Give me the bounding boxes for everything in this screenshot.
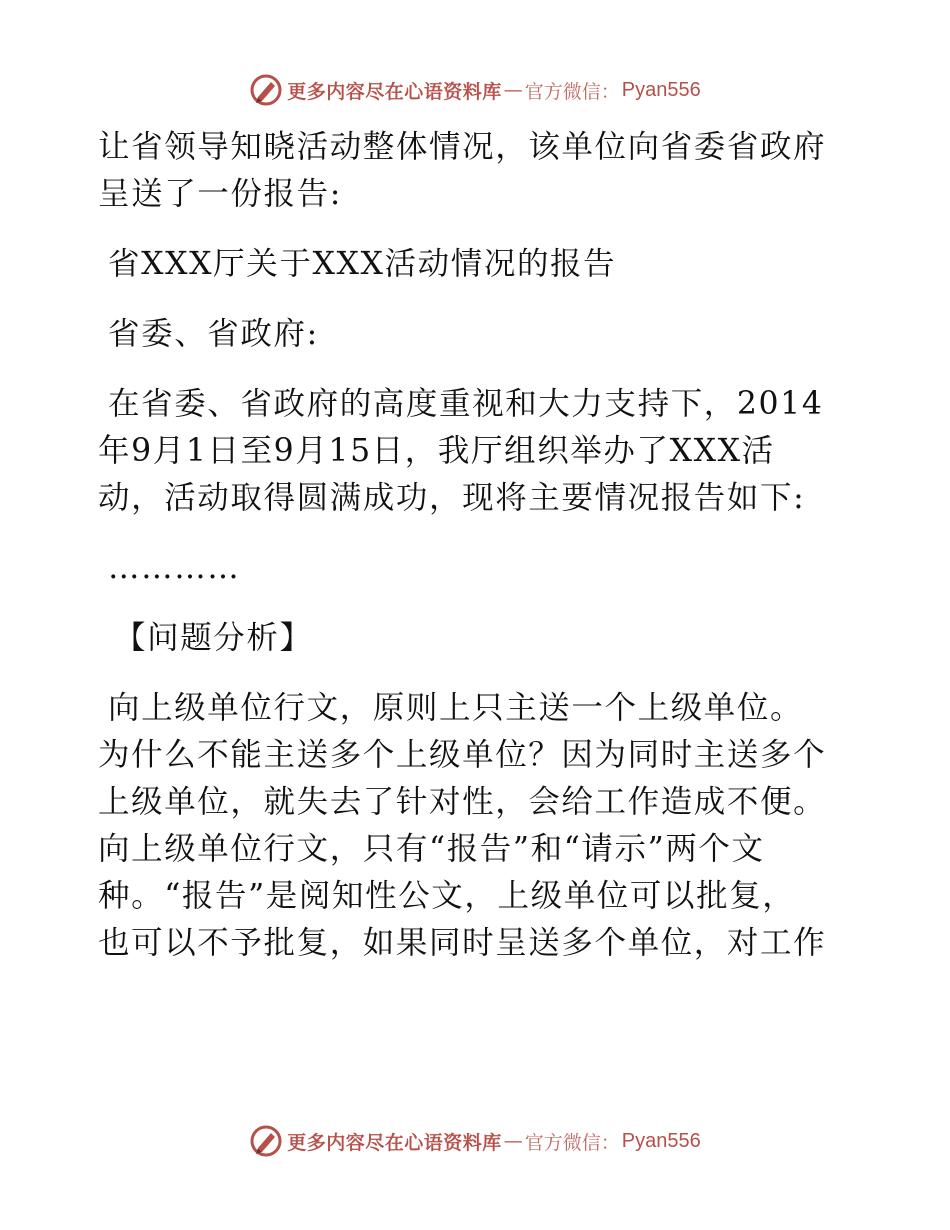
- report-title-block: [98, 241, 858, 288]
- ellipsis-block: [98, 545, 858, 592]
- intro-line: 让省领导知晓活动整体情况，该单位向省委省政府: [98, 129, 827, 165]
- watermark-wechat-id: Pyan556: [621, 1129, 701, 1152]
- analysis-paragraph: [98, 685, 858, 967]
- pen-logo-icon: [249, 73, 283, 107]
- report-line: 动，活动取得圆满成功，现将主要情况报告如下:: [98, 480, 806, 516]
- watermark-text: 更多内容尽在心语资料库: [287, 80, 502, 103]
- report-line: 在省委、省政府的高度重视和大力支持下，2014: [108, 386, 824, 422]
- recipient-block: [98, 311, 858, 358]
- watermark-separator: —: [503, 79, 523, 101]
- watermark-header: [0, 70, 950, 110]
- watermark-text: 更多内容尽在心语资料库: [287, 1131, 502, 1154]
- watermark-footer: [0, 1121, 950, 1161]
- analysis-line: 上级单位，就失去了针对性，会给工作造成不便。: [98, 784, 827, 820]
- watermark-wechat-label: 官方微信：: [524, 80, 620, 103]
- intro-line: 呈送了一份报告:: [98, 176, 342, 212]
- report-body-paragraph: [98, 381, 858, 522]
- watermark-wechat-label: 官方微信：: [524, 1131, 620, 1154]
- pen-logo-icon: [249, 1124, 283, 1158]
- intro-paragraph: [98, 124, 858, 218]
- watermark-separator: —: [503, 1130, 523, 1152]
- analysis-heading-block: [98, 615, 858, 662]
- ellipsis: …………: [108, 550, 241, 586]
- analysis-heading: 【问题分析】: [114, 620, 313, 656]
- report-title: 省XXX厅关于XXX活动情况的报告: [108, 246, 617, 282]
- analysis-line: 向上级单位行文，只有“报告”和“请示”两个文: [98, 831, 765, 867]
- document-body: [98, 124, 858, 990]
- report-line: 年9月1日至9月15日，我厅组织举办了XXX活: [98, 433, 775, 469]
- analysis-line: 向上级单位行文，原则上只主送一个上级单位。: [108, 690, 804, 726]
- watermark-wechat-id: Pyan556: [621, 78, 701, 101]
- analysis-line: 也可以不予批复，如果同时呈送多个单位，对工作: [98, 925, 827, 961]
- analysis-line: 为什么不能主送多个上级单位？因为同时主送多个: [98, 737, 827, 773]
- analysis-line: 种。“报告”是阅知性公文，上级单位可以批复，: [98, 878, 796, 914]
- report-recipient: 省委、省政府:: [108, 316, 319, 352]
